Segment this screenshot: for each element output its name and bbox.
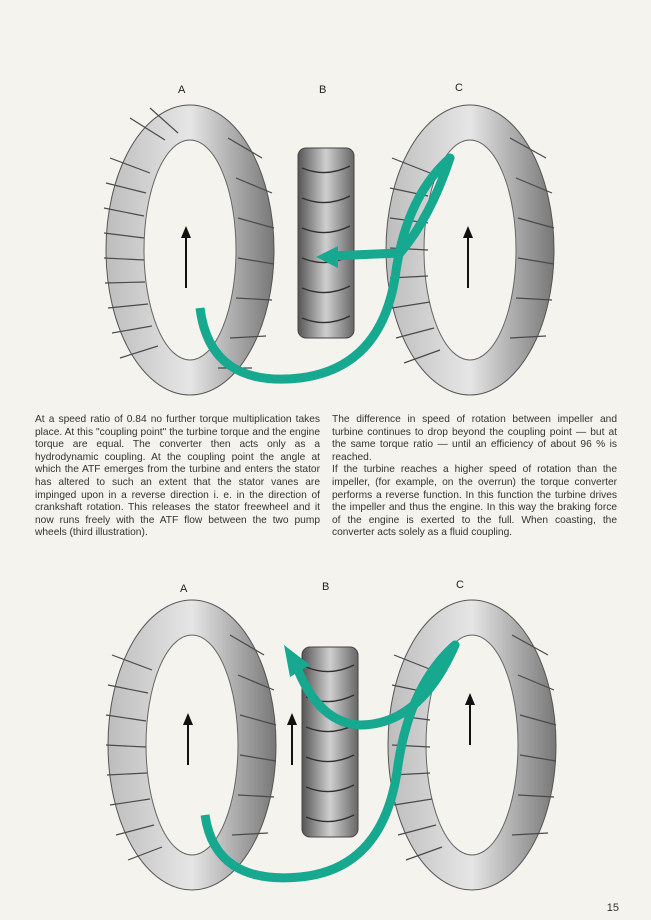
label-b-stator: B	[319, 84, 327, 96]
paragraph-coupling-point: At a speed ratio of 0.84 no further torque multiplication takes place. At this "coupling point" the turbine torque and the engine torque are equal. The converter then acts only as a hydrodynamic coupling. At the coupling point the angle at which the ATF emerges from the turbine and enters the stator has altered to such an extent that the stator vanes are impinged upon in a reverse direction i. e. in the direction of crankshaft rotation. This releases the stator freewheel and it now runs freely with the ATF flow between the two pump wheels (third illustration).	[35, 414, 320, 539]
paragraph-reverse-function: If the turbine reaches a higher speed of rotation than the impeller, (for example, on the overrun) the torque converter performs a reverse function. In this function the turbine drives the impeller and thus the engine. In this way the braking force of the engine is exerted to the full. When coasting, the converter acts solely as a fluid coupling.	[332, 464, 617, 539]
stator-b	[298, 148, 354, 338]
label-a-impeller: A	[178, 84, 186, 96]
paragraph-efficiency: The difference in speed of rotation between impeller and turbine continues to drop beyond the coupling point — but at the same torque ratio — until an efficiency of about 96 % is reached.	[332, 414, 617, 463]
label-c-turbine: C	[456, 579, 464, 591]
impeller-a	[106, 600, 276, 890]
top-illustration	[0, 78, 651, 398]
label-a-impeller: A	[180, 583, 188, 595]
converter-diagram-top	[0, 78, 651, 398]
converter-diagram-bottom	[0, 575, 651, 895]
bottom-illustration	[0, 575, 651, 895]
label-b-stator: B	[322, 581, 330, 593]
turbine-c	[386, 105, 554, 395]
impeller-a	[104, 105, 274, 395]
text-column-right	[332, 414, 617, 540]
label-c-turbine: C	[455, 82, 463, 94]
turbine-c	[388, 600, 556, 890]
page-number: 15	[606, 902, 619, 914]
text-column-left	[35, 414, 320, 540]
